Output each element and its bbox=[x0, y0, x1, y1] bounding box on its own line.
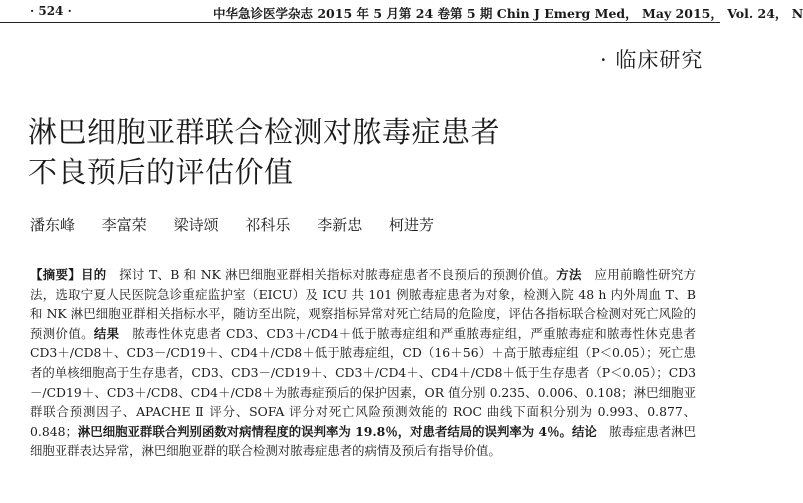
running-header bbox=[0, 0, 803, 23]
conclusion-text: 脓毒症患者淋巴细胞亚群表达异常，淋巴细胞亚群的联合检测对脓毒症患者的病情及预后有指导价值。 bbox=[30, 423, 697, 459]
author-name: 潘东峰 bbox=[30, 216, 76, 234]
results-bold-text: 淋巴细胞亚群联合判别函数对病情程度的误判率为 19.8％，对患者结局的误判率为 4％。 bbox=[77, 423, 572, 439]
title-line-2: 不良预后的评估价值 bbox=[28, 155, 294, 189]
author-name: 柯进芳 bbox=[388, 216, 434, 234]
objective-label: 目的 bbox=[80, 267, 107, 282]
methods-label: 方法 bbox=[556, 267, 582, 282]
author-name: 祁科乐 bbox=[245, 216, 291, 234]
abstract-label: 【摘要】 bbox=[30, 267, 81, 282]
article-title bbox=[28, 112, 500, 192]
page-number: · 524 · bbox=[30, 4, 72, 18]
section-tag: · 临床研究 bbox=[600, 48, 704, 72]
abstract bbox=[30, 265, 696, 461]
methods-text: 应用前瞻性研究方法，选取宁夏人民医院急诊重症监护室（EICU）及 ICU 共 101 例脓毒症患者为对象，检测入院 48 h 内外周血 T、B 和 NK 淋巴细胞亚群相关指标水平，随访至出院，观察指标异常对死亡结局的危险度，评估各指标联合检测对死亡风险的预测价值。 bbox=[30, 267, 697, 341]
objective-text: 探讨 T、B 和 NK 淋巴细胞亚群相关指标对脓毒症患者不良预后的预测价值。 bbox=[119, 267, 557, 282]
author-name: 梁诗颂 bbox=[173, 216, 219, 234]
author-list bbox=[30, 214, 456, 235]
journal-running-head: 中华急诊医学杂志 2015 年 5 月第 24 卷第 5 期 Chin J Emerg Med， May 2015， Vol. 24， N bbox=[213, 6, 803, 21]
author-name: 李富荣 bbox=[101, 216, 147, 234]
results-label: 结果 bbox=[93, 325, 120, 341]
title-line-1: 淋巴细胞亚群联合检测对脓毒症患者 bbox=[28, 115, 501, 149]
conclusion-label: 结论 bbox=[571, 423, 597, 439]
author-name: 李新忠 bbox=[317, 216, 363, 234]
results-text: 脓毒性休克患者 CD3、CD3＋/CD4＋低于脓毒症组和严重脓毒症组，严重脓毒症和脓毒性休克患者 CD3＋/CD8＋、CD3－/CD19＋、CD4＋/CD8＋低于脓毒症组，CD（16＋56）＋高于脓毒症组（P＜0.05）；死亡患者的单核细胞高于生存患者，CD3、CD3－/CD19＋、CD3＋/CD4＋、CD4＋/CD8＋低于生存患者（P＜0.05）；CD3－/CD19＋、CD3＋/CD8、CD4＋/CD8＋为脓毒症预后的保护因素，OR 值分别 0.235、0.006、0.108；淋巴细胞亚群联合预测因子、APACHE Ⅱ 评分、SOFA 评分对死亡风险预测效能的 ROC 曲线下面积分别为 0.993、0.877、0.848； bbox=[30, 325, 697, 439]
